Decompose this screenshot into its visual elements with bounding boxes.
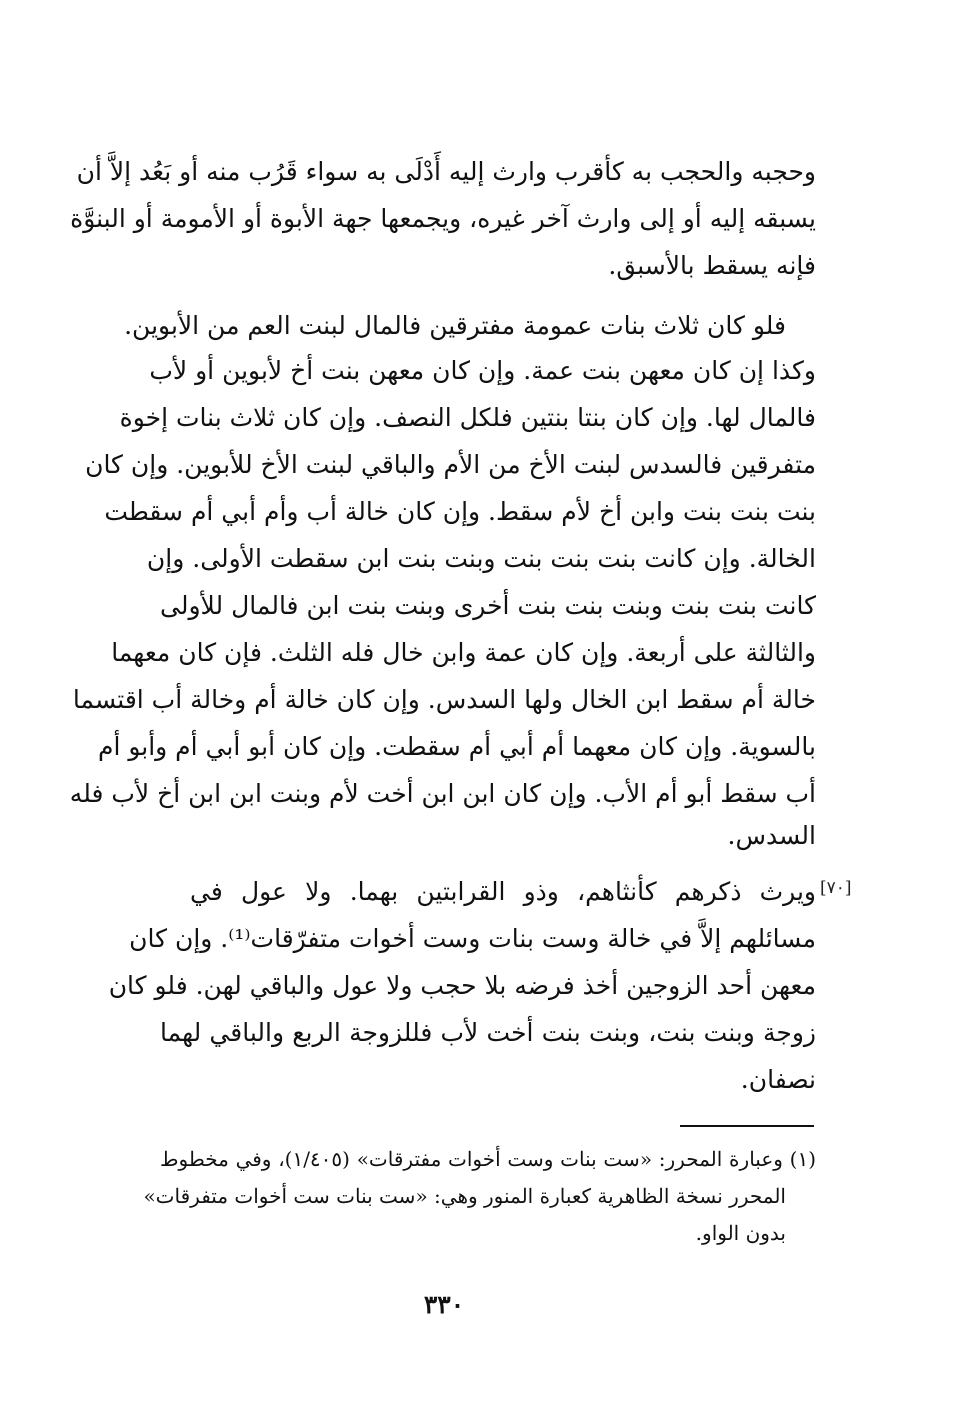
paragraph2-line: بنت بنت بنت وابن أخ لأم سقط. وإن كان خالة أب وأم أبي أم سقطت [104, 497, 816, 526]
paragraph2-line: أب سقط أبو أم الأب. وإن كان ابن ابن أخت لأم وبنت ابن ابن أخ لأب فله [69, 779, 816, 808]
paragraph1-line: فإنه يسقط بالأسبق. [608, 251, 816, 280]
paragraph2-line: فلو كان ثلاث بنات عمومة مفترقين فالمال لبنت العم من الأبوين. [124, 311, 786, 340]
paragraph2-line: الخالة. وإن كانت بنت بنت بنت وبنت بنت ابن سقطت الأولى. وإن [146, 544, 816, 573]
paragraph1-line: وحجبه والحجب به كأقرب وارث إليه أَدْلَى به سواء قَرُب منه أو بَعُد إلاَّ أن [76, 157, 816, 186]
paragraph2-line: بالسوية. وإن كان معهما أم أبي أم سقطت. وإن كان أبو أبي أم وأبو أم [97, 732, 816, 761]
paragraph2-line: وكذا إن كان معهن بنت عمة. وإن كان معهن بنت أخ لأبوين أو لأب [149, 356, 816, 385]
paragraph2-line: والثالثة على أربعة. وإن كان عمة وابن خال فله الثلث. فإن كان معهما [111, 638, 816, 667]
footnote-line: (١) وعبارة المحرر: «ست بنات وست أخوات مفترقات» (١/٤٠٥)، وفي مخطوط [160, 1147, 817, 1171]
paragraph2-line: متفرقين فالسدس لبنت الأخ من الأم والباقي لبنت الأخ للأبوين. وإن كان [85, 450, 816, 479]
paragraph3-line: نصفان. [740, 1065, 816, 1094]
paragraph2-line: كانت بنت بنت وبنت بنت بنت أخرى وبنت بنت ابن فالمال للأولى [160, 591, 816, 620]
paragraph3-line: مسائلهم إلاَّ في خالة وست بنات وست أخوات متفرّقات⁽¹⁾. وإن كان [129, 924, 816, 953]
paragraph2-line: خالة أم سقط ابن الخال ولها السدس. وإن كان خالة أم وخالة أب اقتسما [72, 685, 816, 714]
footnote-line: المحرر نسخة الظاهرية كعبارة المنور وهي: «ست بنات ست أخوات متفرقات» [143, 1184, 786, 1208]
paragraph3-line: ويرث ذكرهم كأنثاهم، وذو القرابتين بهما. ولا عول في [190, 877, 816, 906]
section-marker: [٧٠] [820, 878, 852, 898]
footnote-line: بدون الواو. [695, 1221, 786, 1245]
paragraph1-line: يسبقه إليه أو إلى وارث آخر غيره، ويجمعها جهة الأبوة أو الأمومة أو البنوَّة [70, 204, 816, 233]
footnote-separator [680, 1125, 814, 1127]
paragraph2-line: فالمال لها. وإن كان بنتا بنتين فلكل النصف. وإن كان ثلاث بنات إخوة [119, 403, 816, 432]
paragraph3-line: معهن أحد الزوجين أخذ فرضه بلا حجب ولا عول والباقي لهن. فلو كان [108, 971, 816, 1000]
paragraph3-line: زوجة وبنت بنت، وبنت بنت أخت لأب فللزوجة الربع والباقي لهما [160, 1018, 816, 1047]
paragraph2-line: السدس. [727, 821, 816, 850]
page-number: ٣٣٠ [423, 1290, 465, 1319]
